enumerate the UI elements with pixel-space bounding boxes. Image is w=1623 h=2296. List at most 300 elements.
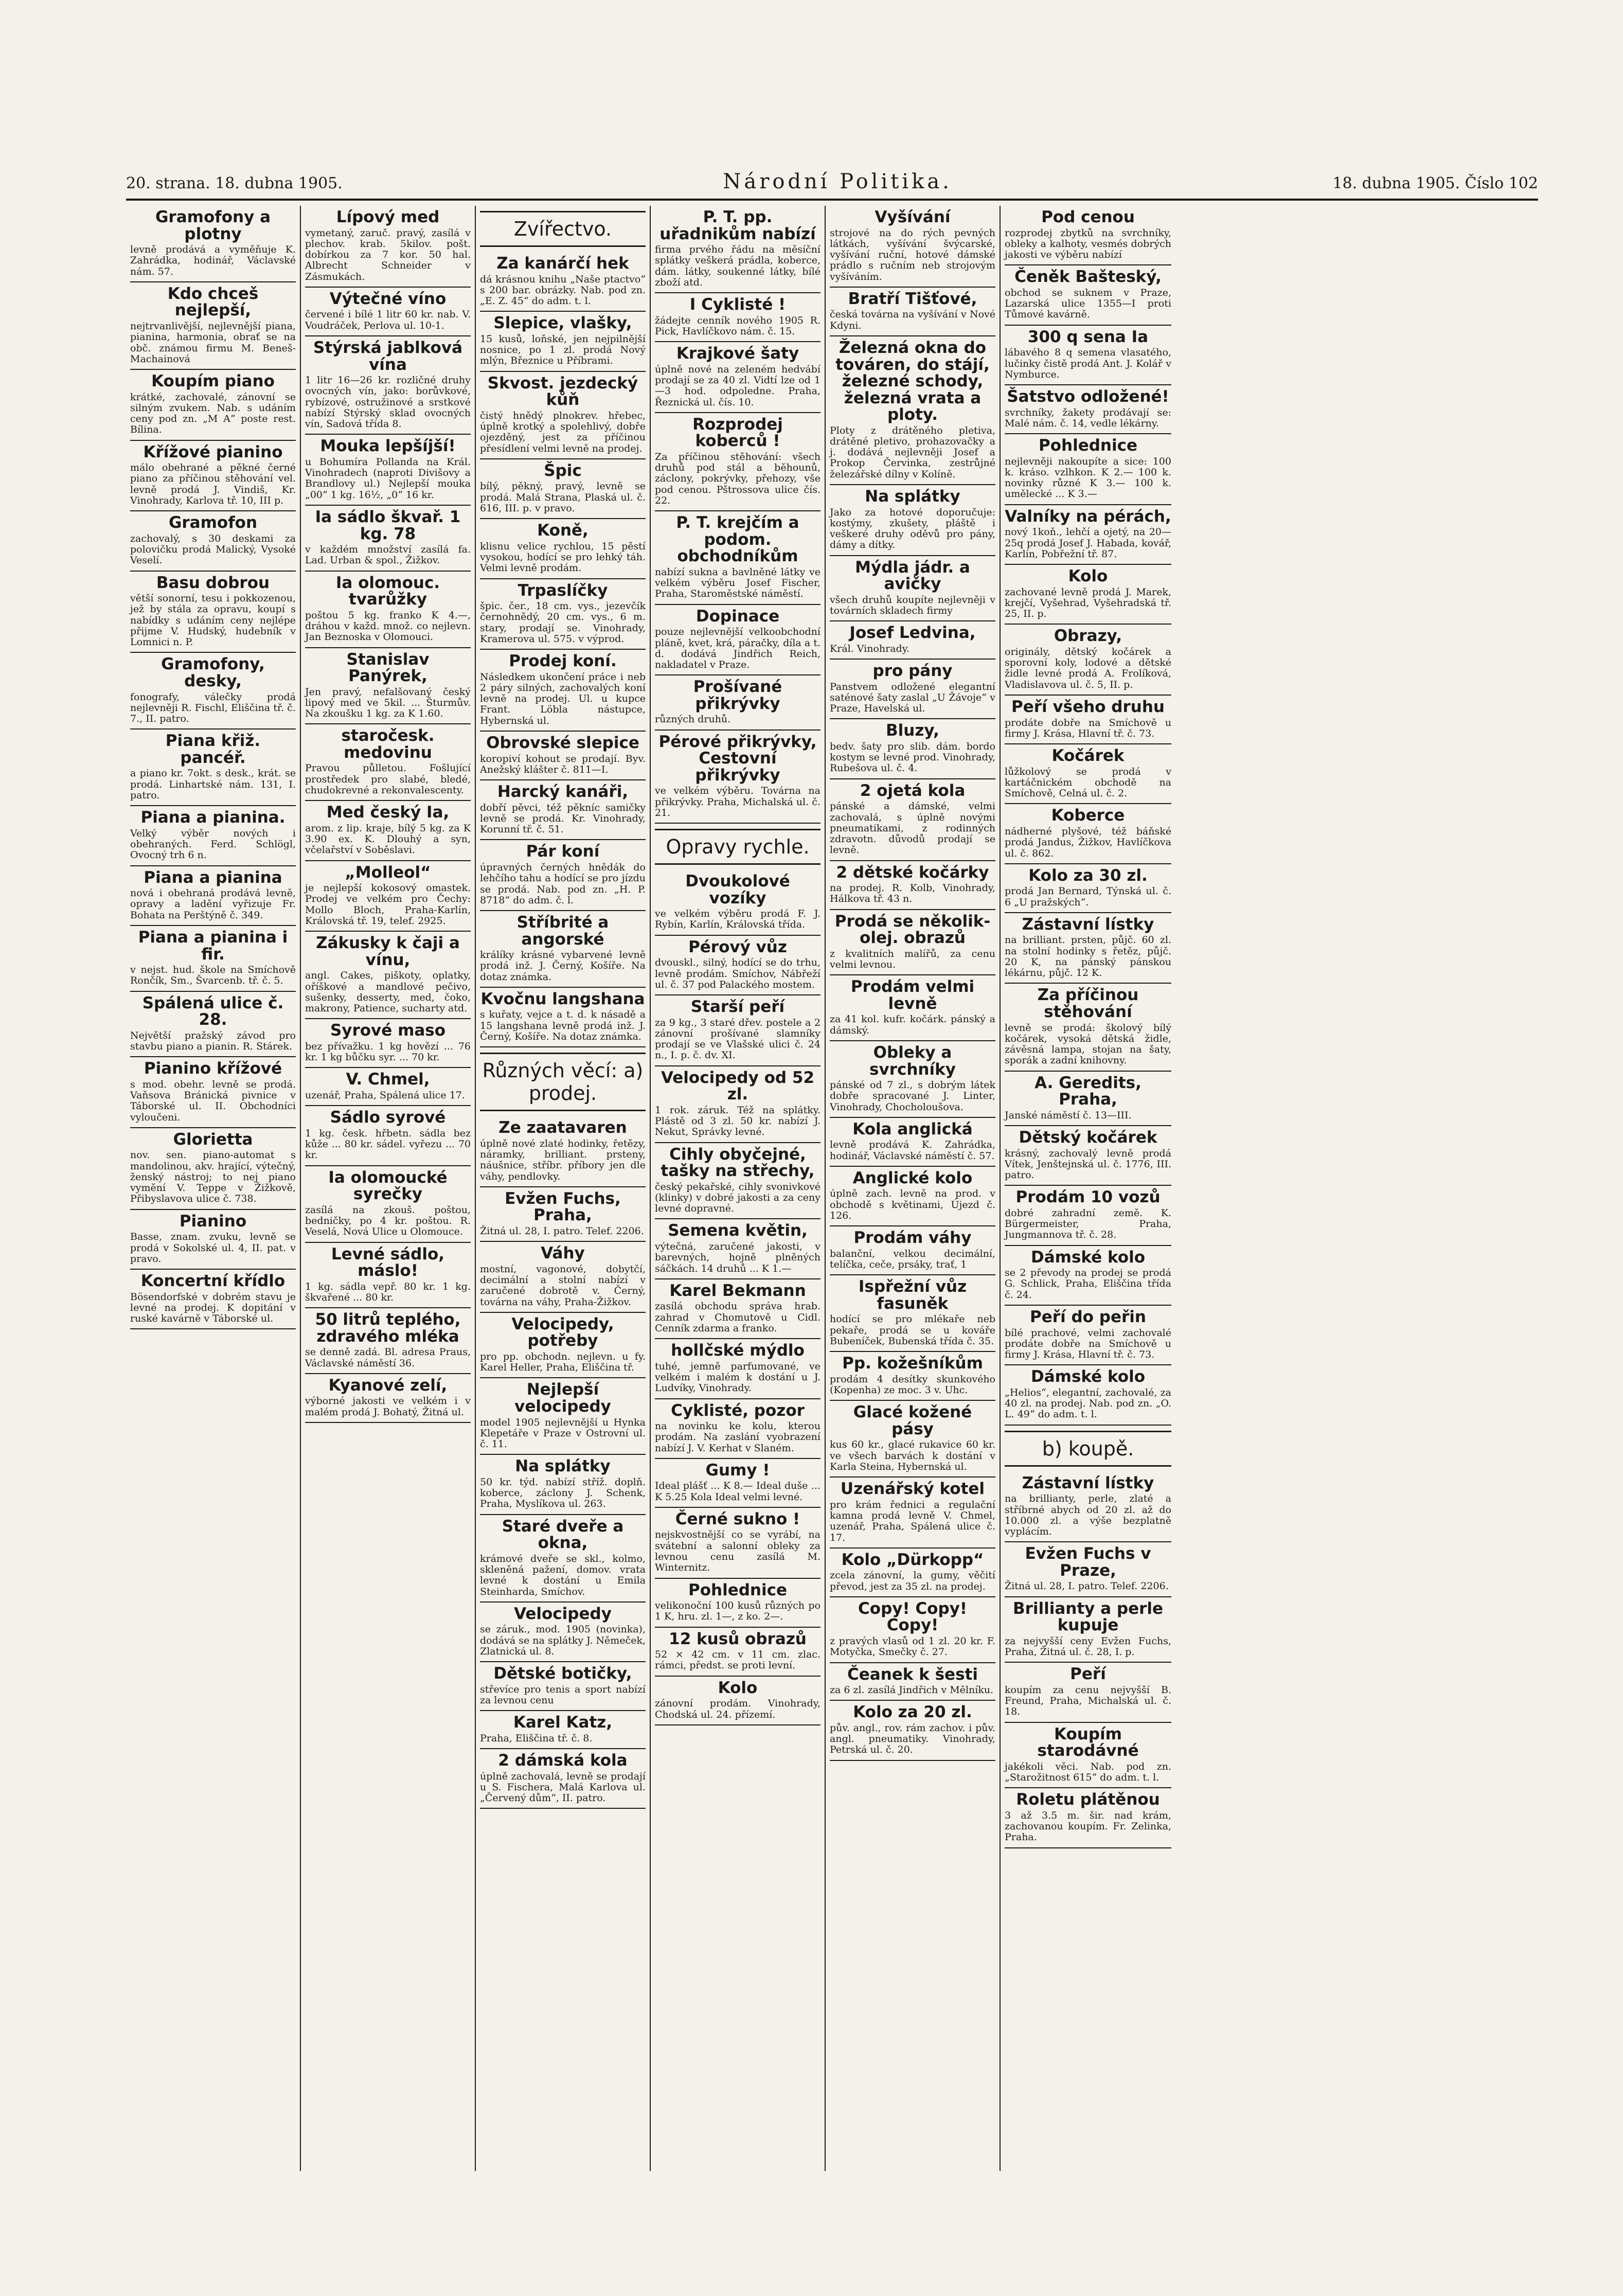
classified-ad	[130, 206, 296, 282]
classified-ad	[480, 1242, 646, 1313]
ad-text: na prodej. R. Kolb, Vinohrady, Hálkova tř. 43 n.	[830, 882, 995, 905]
classified-ad	[130, 1057, 296, 1128]
ad-text: Žitná ul. 28, I. patro. Telef. 2206.	[1005, 1580, 1169, 1592]
ad-title: Harcký kanáři,	[497, 782, 629, 802]
ad-text: velikonoční 100 kusů různých po 1 K, hru. zl. 1—, z ko. 2—.	[655, 1600, 821, 1623]
ad-text: vymetaný, zaruč. pravý, zasílá v plechov. krab. 5kilov. pošt. dobírkou za 7 kor. 50 hal. Albrecht Schneider v Zásmukách.	[305, 227, 471, 282]
classified-ad	[655, 995, 821, 1066]
ad-text: je nejlepší kokosový omastek. Prodej ve velkém pro Čechy: Mollo Bloch, Praha-Karlín, Královská tř. 19, telef. 2925.	[305, 882, 471, 927]
ad-text: různých druhů.	[655, 714, 731, 725]
ad-text: 1 rok. záruk. Též na splátky. Plástě od 3 zl. 50 kr. nabízí J. Nekut, Správky levné.	[655, 1104, 821, 1138]
classified-ad	[305, 1308, 471, 1374]
classified-ad	[655, 1508, 821, 1579]
classified-ad	[830, 288, 995, 336]
classified-ad	[655, 413, 821, 511]
ad-text: Jen pravý, nefalšovaný český lipový med ve 5kil. ... Šturmův. Na zkoušku 1 kg. za K 1.60.	[305, 686, 471, 720]
ad-text: prodá Jan Bernard, Týnská ul. č. 6 „U pražských“.	[1005, 885, 1171, 908]
classified-ad	[655, 870, 821, 936]
classified-ad	[305, 506, 471, 572]
ad-text: tuhé, jemně parfumované, ve velkém i malém k dostání u J. Ludvíky, Vinohrady.	[655, 1360, 821, 1394]
ad-text: Praha, Eliščina tř. č. 8.	[480, 1732, 593, 1744]
classified-ad	[480, 732, 646, 780]
ad-title: Na splátky	[865, 487, 960, 506]
ad-text: Král. Vinohrady.	[830, 643, 909, 654]
classified-ad	[830, 1118, 995, 1167]
ad-title: Piana a pianina i fir.	[138, 928, 288, 964]
ad-title: Kolo za 30 zl.	[1028, 866, 1148, 885]
classified-ad	[480, 579, 646, 650]
classified-ad	[830, 1352, 995, 1401]
classified-ad	[130, 370, 296, 441]
classified-ad	[830, 1167, 995, 1226]
ad-text: Pravou půlletou. Fošlující prostředek pro slabé, bledé, chudokrevné a rekonvalescenty.	[305, 762, 471, 796]
classified-ad	[830, 1401, 995, 1478]
ad-title: Ze zaatavaren	[498, 1118, 627, 1137]
classified-ad	[830, 1478, 995, 1549]
ad-text: Bösendorfské v dobrém stavu je levné na prodej. K dopitání v ruské kavárně v Táborské ul.	[130, 1291, 296, 1325]
classified-ad	[1005, 1542, 1171, 1597]
classified-ad	[830, 1275, 995, 1352]
ad-text: střevíce pro tenis a sport nabízí za levnou cenu	[480, 1683, 646, 1706]
classified-ad	[130, 572, 296, 653]
ad-text: rozprodej zbytků na svrchníky, obleky a kalhoty, vesmés dobrých jakosti ve výběru nabízí	[1005, 227, 1171, 261]
classified-ad	[1005, 1597, 1171, 1663]
ad-text: dobré zahradní země. K. Bürgermeister, Praha, Jungmannova tř. č. 28.	[1005, 1207, 1171, 1241]
ad-text: koupím za cenu nejvyšší B. Freund, Praha, Michalská ul. č. 18.	[1005, 1684, 1171, 1718]
ad-text: Největší pražský závod pro stavbu piano a pianin. R. Stárek.	[130, 1029, 296, 1052]
ad-text: jakékoli věci. Nab. pod zn. „Starožitnost 615“ do adm. t. l.	[1005, 1760, 1171, 1783]
ad-text: strojové na do rých pevných látkách, vyšívání švýcarské, vyšívání ruční, hotové dámské prádlo s ručním neb strojovým vyšíváním.	[830, 227, 995, 282]
ad-title: 300 q sena Ia	[1027, 327, 1149, 346]
classified-ad	[480, 1603, 646, 1662]
classified-ad	[480, 1749, 646, 1809]
ad-text: česká továrna na vyšívání v Nové Kdyni.	[830, 309, 995, 331]
ad-text: nejlevněji nakoupíte a sice: 100 k. kráso. vzlhkon. K 2.— 100 k. novinky různé K 3.— 100 k. umělecké ... K 3.—	[1005, 455, 1171, 500]
classified-ad	[130, 866, 296, 926]
ad-title: Pérové přikrývky, Cestovní přikrývky	[658, 732, 817, 785]
ad-title: pro pány	[872, 662, 953, 681]
classified-ad	[480, 840, 646, 911]
ad-title: Prodá se několik-olej. obrazů	[834, 912, 991, 948]
classified-ad	[1005, 1306, 1171, 1365]
ad-text: angl. Cakes, piškoty, oplatky, oříškové a mandlové pečivo, sušenky, desserty, med, čoko, makrony, Patience, sucharty atd.	[305, 970, 471, 1014]
ad-title: Gumy !	[705, 1461, 770, 1480]
classified-ad	[1005, 984, 1171, 1071]
ad-title: Kdo chceš nejlepší,	[167, 284, 259, 320]
classified-ad	[305, 801, 471, 861]
ad-text: úplně zachovalá, levně se prodají u S. Fischera, Malá Karlova ul. „Červený dům“, II. patro.	[480, 1770, 646, 1804]
ad-text: Jako za hotové doporučuje: kostýmy, zkušety, pláště i veškeré druhy oděvů pro pány, dámy a dítky.	[830, 506, 995, 551]
ad-text: čistý hnědý plnokrev. hřebec, úplně krotký a spolehlivý, dobře ojezděný, jest za příčinou přesídlení velmi levně na prodej.	[480, 410, 646, 454]
classified-ad	[480, 252, 646, 312]
ad-text: pánské od 7 zl., s dobrým látek dobře spracované J. Linter, Vinohrady, Chocholoušova.	[830, 1079, 995, 1113]
classified-ad	[1005, 913, 1171, 984]
classified-ad	[305, 1106, 471, 1166]
ad-text: větší sonorní, tesu i pokkozenou, jež by stála za opravu, koupí s nabídky s udáním ceny nejlépe přijme V. Hudský, hudebník v Lomnici n. P.	[130, 593, 296, 648]
classified-ad	[480, 650, 646, 732]
ad-title: Ia sádlo škvař. 1 kg. 78	[315, 507, 461, 543]
classified-ad	[655, 731, 821, 824]
classified-ad	[655, 675, 821, 730]
classified-ad	[655, 511, 821, 604]
classified-ad	[1005, 206, 1171, 265]
ad-title: Sádlo syrové	[330, 1108, 446, 1127]
classified-ad	[830, 485, 995, 556]
classified-ad	[655, 1399, 821, 1459]
ad-title: Glorietta	[173, 1130, 253, 1149]
ad-text: nádherné plyšové, též báňské prodá Jandus, Žižkov, Havlíčkova ul. č. 862.	[1005, 825, 1171, 859]
ad-title: Slepice, vlašky,	[493, 314, 632, 333]
ad-text: úplně nové na zeleném hedvábí prodají se za 40 zl. Vidtí lze od 1—3 hod. odpoledne. Praha, Řeznická ul. čís. 10.	[655, 363, 821, 408]
classified-ad	[655, 1143, 821, 1220]
ad-title: Anglické kolo	[852, 1168, 973, 1187]
classified-ad	[1005, 744, 1171, 804]
ad-text: žádejte cenník nového 1905 R. Pick, Havlíčkovo nám. č. 15.	[655, 314, 821, 337]
column-6	[1001, 206, 1175, 2171]
ad-title: Skvost. jezdecký kůň	[487, 373, 638, 410]
ad-text: prodám 4 desítky skunkového (Kopenha) ze moc. 3 v. Uhc.	[830, 1373, 995, 1396]
ad-title: Mýdla jádr. a avičky	[855, 558, 970, 594]
ad-text: zánovní prodám. Vinohrady, Chodská ul. 24. přízemí.	[655, 1698, 821, 1720]
column-5	[826, 206, 1001, 2171]
classified-ad	[305, 206, 471, 288]
classified-ad	[480, 1116, 646, 1187]
ad-title: Koberce	[1051, 806, 1125, 825]
ad-title: Kočárek	[1051, 746, 1125, 766]
ad-title: Prošívané přikrývky	[693, 678, 782, 713]
classified-ad	[130, 926, 296, 992]
ad-title: Trpaslíčky	[518, 581, 608, 600]
classified-ad	[305, 1374, 471, 1423]
ad-text: 1 kg. sádla vepř. 80 kr. 1 kg. škvařené ... 80 kr.	[305, 1280, 471, 1303]
classified-ad	[130, 806, 296, 866]
ad-text: kus 60 kr., glacé rukavice 60 kr. ve všech barvách k dostání v Karla Steina, Hybernská ul.	[830, 1439, 995, 1472]
classified-ad	[480, 988, 646, 1047]
ad-text: zasílá obchodu správa hrab. zahrad v Chomutově u Cidl. Cenník zdarma a franko.	[655, 1301, 821, 1334]
classified-ad	[655, 1066, 821, 1143]
ad-text: arom. z lip. kraje, bílý 5 kg. za K 3.90 ex. K. Dlouhý a syn, včelařství v Soběslavi.	[305, 822, 471, 856]
ad-title: Semena květin,	[668, 1221, 808, 1240]
ad-title: Pod cenou	[1041, 208, 1135, 226]
classified-ad	[305, 724, 471, 801]
ad-title: V. Chmel,	[346, 1070, 430, 1089]
classified-ad	[1005, 864, 1171, 913]
classified-ad	[480, 1455, 646, 1515]
ad-title: Bluzy,	[886, 721, 939, 740]
ad-title: Křížové pianino	[143, 442, 283, 461]
ad-title: Koncertní křídlo	[140, 1272, 286, 1291]
ad-title: Dvoukolové vozíky	[685, 872, 790, 907]
ad-text: bez přívažku. 1 kg hovězí ... 76 kr. 1 kg bůčku syr. ... 70 kr.	[305, 1040, 471, 1063]
ad-title: Copy! Copy! Copy!	[858, 1599, 967, 1635]
ad-text: za nejvyšší ceny Evžen Fuchs, Praha, Žitná ul. č. 28, I. p.	[1005, 1635, 1171, 1658]
ad-text: pánské a dámské, velmi zachovalá, s úplně novými pneumatikami, z rodinných zdravotn. důvodů prodají se levně.	[830, 800, 995, 856]
ad-title: Čeanek k šesti	[847, 1665, 978, 1684]
ad-title: Obleky a svrchníky	[869, 1043, 956, 1079]
ad-text: nový 1koň., lehčí a ojetý, na 20—25q prodá Josef J. Habada, kovář, Karlín, Pobřežní tř. 87.	[1005, 526, 1171, 560]
ad-text: ve velkém výběru prodá F. J. Rybín, Karlín, Královská třída.	[655, 908, 821, 931]
ad-title: Mouka lepšíjší!	[320, 437, 456, 456]
ad-title: Kolo	[718, 1678, 758, 1697]
classified-ad	[1005, 1723, 1171, 1789]
ad-title: Čeněk Bašteský,	[1014, 268, 1162, 287]
ad-text: nabízí sukna a bavlněné látky ve velkém výběru Josef Fischer, Praha, Staroměstské náměstí.	[655, 566, 821, 600]
classified-ad	[830, 719, 995, 779]
ad-title: Roletu plátěnou	[1016, 1790, 1160, 1809]
classified-ad	[305, 648, 471, 725]
ad-title: Med český Ia,	[326, 803, 450, 822]
ad-text: 3 až 3.5 m. šir. nad krám, zachovanou koupím. Fr. Zelinka, Praha.	[1005, 1809, 1171, 1843]
ad-title: Kolo „Dürkopp“	[841, 1550, 984, 1569]
ad-text: dvouskl., silný, hodící se do trhu, levně prodám. Smíchov, Nábřeží ul. č. 37 pod Palackého mostem.	[655, 957, 821, 990]
ad-title: Stříbrité a angorské	[516, 913, 609, 949]
classified-ad	[305, 336, 471, 435]
ad-title: Syrové maso	[330, 1021, 446, 1040]
ad-title: Piana a pianina.	[140, 808, 286, 827]
ad-text: svrchníky, žakety prodávají se: Malé nám. č. 14, vedle lékárny.	[1005, 406, 1171, 429]
ad-title: Koně,	[537, 521, 588, 540]
ad-title: Piana a pianina	[144, 868, 282, 887]
classified-ad	[130, 282, 296, 370]
ad-text: levně prodává a vyměňuje K. Zahrádka, hodinář, Václavské nám. 57.	[130, 244, 296, 277]
ad-text: se denně zadá. Bl. adresa Praus, Václavské náměstí 36.	[305, 1346, 471, 1369]
ad-text: zachované levně prodá J. Marek, krejčí, Vyšehrad, Vyšehradská tř. 25, II. p.	[1005, 586, 1171, 620]
ad-title: Rozprodej koberců !	[692, 415, 783, 451]
ad-title: Za kanárčí hek	[496, 254, 629, 273]
classified-ad	[830, 621, 995, 660]
classified-ad	[830, 336, 995, 485]
ad-title: Uzenářský kotel	[840, 1480, 985, 1499]
classified-ad	[655, 1677, 821, 1725]
ad-title: Spálená ulice č. 28.	[142, 993, 284, 1029]
classified-ad	[830, 1701, 995, 1760]
classified-ad	[305, 288, 471, 336]
ad-title: Prodám velmi levně	[850, 977, 975, 1013]
column-2	[301, 206, 476, 2171]
classified-ad	[1005, 1072, 1171, 1126]
ad-text: Následkem ukončení práce i neb 2 páry silných, zachovalých koní levně na prodej. Ul. u kupce Frant. Löbla nástupce, Hybernská ul.	[480, 671, 646, 726]
ad-text: všech druhů koupíte nejlevněji v továrních skladech firmy	[830, 594, 995, 616]
classified-ad	[1005, 265, 1171, 325]
ad-text: 1 litr 16—26 kr. rozličné druhy ovocných vín, jako: borůvkové, rybízové, ostružinové a srstkové nabízí Stýrský sklad ovocných vín, Sadová třída 8.	[305, 375, 471, 430]
ad-text: Velký výběr nových i obehraných. Ferd. Schlögl, Ovocný trh 6 n.	[130, 827, 296, 861]
ad-text: český pekařské, cihly svonivkové (klinky) v dobré jakosti a za ceny levné dopravné.	[655, 1181, 821, 1215]
ad-text: s kuřaty, vejce a t. d. k násadě a 15 langshana levně prodá inž. J. Černý, Košíře. Na dotaz známka.	[480, 1009, 646, 1043]
ad-text: u Bohumíra Pollanda na Král. Vinohradech (naproti Divišovy a Brandlovy ul.) Nejlepší mouka „00“ 1 kg. 16½, „0“ 16 kr.	[305, 456, 471, 501]
classified-ad	[830, 206, 995, 288]
classified-ad	[130, 511, 296, 571]
ad-text: málo obehrané a pěkné černé piano za příčinou stěhování vel. levně prodá J. Vindiš, Kr. Vinohrady, Karlova tř. 10, III p.	[130, 462, 296, 506]
classified-ad	[655, 936, 821, 995]
ad-title: Evžen Fuchs v Praze,	[1025, 1544, 1151, 1580]
ad-title: Ia olomoucké syrečky	[328, 1168, 448, 1204]
ad-title: Cihly obyčejné, tašky na střechy,	[661, 1145, 815, 1181]
ad-text: krámové dveře se skl., kolmo, skleněná pažení, domov. vrata levné k dostání u Emila Steinharda, Smíchov.	[480, 1553, 646, 1597]
ad-text: lůžkolový se prodá v kartáčnickém obchodě na Smíchově, Celná ul. č. 2.	[1005, 766, 1171, 799]
ad-title: Za příčinou stěhování	[1037, 986, 1139, 1022]
classified-ad	[130, 653, 296, 729]
ad-title: Bratří Tišťové,	[848, 289, 977, 308]
classified-ad	[655, 1579, 821, 1628]
ad-text: na brilliant. prsten, půjč. 60 zl. na stolní hodinky s řetěz, půjč. 20 K, na pánský pánskou lékárnu, půjč. 12 K.	[1005, 934, 1171, 979]
classified-ad	[655, 605, 821, 676]
classified-ad	[655, 1219, 821, 1279]
classified-ad	[130, 1210, 296, 1270]
classified-ad	[1005, 1472, 1171, 1543]
ad-text: obchod se suknem v Praze, Lazarská ulice 1355—I proti Tůmové kavárně.	[1005, 287, 1171, 321]
ad-text: za 41 kol. kufr. kočárk. pánský a dámský.	[830, 1013, 995, 1036]
classified-ad	[480, 1187, 646, 1242]
ad-title: Koupím starodávné	[1037, 1724, 1139, 1760]
ad-title: Prodám váhy	[853, 1229, 972, 1248]
ad-title: Gramofony a plotny	[155, 208, 271, 243]
ad-text: „Helios“, elegantní, zachovalé, za 40 zl. na prodej. Nab. pod zn. „O. L. 49“ do adm. t. l.	[1005, 1386, 1171, 1420]
ad-text: dobří pěvci, též pěkníc samičky levně se prodá. Kr. Vinohrady, Korunní tř. č. 51.	[480, 802, 646, 835]
ad-text: výborné jakosti ve velkém i v malém prodá J. Bohatý, Žitná ul.	[305, 1395, 471, 1418]
ad-text: mostní, vagonové, dobytčí, decimální a stolní nabízí v zaručené dobrotě v. Černý, továrna na váhy, Praha-Žižkov.	[480, 1263, 646, 1308]
ad-title: Zástavní lístky	[1022, 915, 1154, 934]
ad-title: 2 ojetá kola	[860, 781, 966, 800]
classified-ad	[130, 992, 296, 1058]
ad-title: Kyanové zelí,	[328, 1376, 448, 1395]
ad-text: v každém množství zasílá fa. Lad. Urban & spol., Žižkov.	[305, 544, 471, 566]
classified-ad	[480, 1378, 646, 1455]
classified-ad	[305, 572, 471, 648]
ad-title: Pp. kožešníkům	[842, 1354, 983, 1373]
ad-title: Železná okna do továren, do stájí, železné schody, železná vrata a ploty.	[835, 338, 990, 424]
ad-title: 2 dámská kola	[498, 1751, 628, 1770]
ad-text: klisnu velice rychlou, 15 pěstí vysokou, hodící se pro lehký táh. Velmi levně prodám.	[480, 540, 646, 574]
ad-title: Kolo	[1068, 567, 1108, 586]
classified-ad	[655, 1459, 821, 1508]
classified-ad	[830, 1663, 995, 1701]
ad-title: Obrazy,	[1054, 627, 1122, 646]
classified-ad	[830, 1597, 995, 1663]
ad-title: Gramofon	[168, 513, 258, 532]
classified-ad	[1005, 505, 1171, 565]
ad-title: Výtečné víno	[329, 289, 447, 308]
ad-title: Velocipedy od 52 zl.	[661, 1068, 815, 1104]
classified-ad	[1005, 565, 1171, 625]
ad-title: Dámské kolo	[1030, 1367, 1145, 1386]
classified-ad	[480, 911, 646, 988]
ad-title: hollčské mýdlo	[671, 1341, 805, 1360]
classified-ad	[130, 441, 296, 512]
ad-title: Prodám 10 vozů	[1015, 1188, 1161, 1207]
ad-title: 12 kusů obrazů	[669, 1629, 807, 1648]
section-heading: b) koupě.	[1005, 1431, 1171, 1467]
page-header	[126, 170, 1538, 201]
ad-text: 15 kusů, loňské, jen nejpilnější nosnice, po 1 zl. prodá Nový mlýn, Březnice u Příbrami.	[480, 333, 646, 367]
ad-text: bedv. šaty pro slib. dám. bordo kostym se levné prod. Vinohrady, Rubešova ul. č. 4.	[830, 740, 995, 774]
ad-text: bílý, pěkný, pravý, levně se prodá. Malá Strana, Plaská ul. č. 616, III. p. v pravo.	[480, 480, 646, 514]
ad-title: Stanislav Panýrek,	[346, 650, 430, 686]
classified-ad	[130, 729, 296, 806]
ad-title: Zákusky k čaji a vínu,	[316, 934, 460, 969]
ad-title: P. T. pp. uřadnikům nabízí	[659, 208, 816, 243]
ad-text: Janské náměstí č. 13—III.	[1005, 1109, 1132, 1121]
ad-text: se 2 převody na prodej se prodá G. Schlick, Praha, Eliščina třída č. 24.	[1005, 1267, 1171, 1301]
ad-text: nov. sen. piano-automat s mandolinou, akv. hrající, výtečný, ženský nástroj; to nej piano vymění V. Teppe v Žižkově, Přibyslavova ulice č. 738.	[130, 1149, 296, 1205]
classified-ad	[830, 1226, 995, 1275]
ad-title: Zástavní lístky	[1022, 1473, 1154, 1492]
ad-title: Cyklisté, pozor	[671, 1401, 805, 1420]
ad-title: Staré dveře a okna,	[502, 1517, 624, 1553]
ad-text: za 9 kg., 3 staré dřev. postele a 2 zánovní prošívané slamníky prodají se ve Vlašské ulici č. 24 n., I. p. č. dv. XI.	[655, 1017, 821, 1061]
ad-title: Pianino křížové	[144, 1059, 282, 1078]
ad-title: Brillianty a perle kupuje	[1012, 1599, 1164, 1635]
classified-ad	[1005, 1788, 1171, 1848]
ad-text: Ploty z drátěného pletiva, drátěné pletivo, prohazovačky a j. dodává nejlevněji Josef a Prokop Červinka, zestrůjné železářské dílny v Kolíně.	[830, 424, 995, 480]
classified-ad	[1005, 804, 1171, 864]
section-heading: Opravy rychle.	[655, 829, 821, 865]
ad-title: Starší peří	[690, 998, 785, 1017]
section-heading: Zvířectvo.	[480, 211, 646, 247]
ad-text: úpravných černých hnědák do lehčího tahu a hodící se pro jízdu se prodá. Nab. pod zn. „H. P. 8718“ do adm. č. l.	[480, 861, 646, 906]
classified-ad	[1005, 1126, 1171, 1186]
ad-text: hodící se pro mlékaře neb pekaře, prodá se u kováře Bubeníček, Bubenská třída č. 35.	[830, 1313, 995, 1347]
ad-title: Stýrská jablková vína	[313, 338, 462, 374]
ad-title: Evžen Fuchs, Praha,	[505, 1189, 621, 1225]
ad-text: s mod. obehr. levně se prodá. Vaňsova Bránická pivnice v Táborské ul. II. Obchodníci vyloučeni.	[130, 1078, 296, 1123]
ad-text: zcela zánovní, la gumy, věčití převod, jest za 35 zl. na prodej.	[830, 1570, 995, 1592]
ad-text: krátké, zachovalé, zánovní se silným zvukem. Nab. s udáním ceny pod zn. „M A“ poste rest. Bílina.	[130, 391, 296, 436]
ad-text: 52 × 42 cm. v 11 cm. zlac. rámci, předst. se proti levní.	[655, 1649, 821, 1671]
header-left: 20. strana. 18. dubna 1905.	[126, 174, 343, 192]
masthead-title: Národní Politika.	[723, 170, 952, 193]
ad-title: Josef Ledvina,	[849, 624, 976, 643]
ad-text: bílé prachové, velmi zachovalé prodáte dobře na Smíchově u firmy J. Krása, Hlavní tř. č. 73.	[1005, 1327, 1171, 1361]
ad-text: originály, dětský kočárek a sporovní koly, lodové a dětské židle levné prodá A. Frolíková, Vladislavova ul. č. 5, II. p.	[1005, 646, 1171, 690]
ad-title: Dámské kolo	[1030, 1248, 1145, 1267]
ad-title: Pár koní	[526, 842, 600, 861]
ad-title: 50 litrů teplého, zdravého mléka	[315, 1310, 461, 1346]
classified-ad	[655, 293, 821, 342]
ad-title: Lípový med	[336, 208, 440, 226]
ad-title: P. T. krejčím a podom. obchodníkům	[676, 513, 799, 566]
classified-ad	[830, 910, 995, 976]
ad-text: 1 kg. česk. hřbetn. sádla bez kůže ... 80 kr. sádel. vyřezu ... 70 kr.	[305, 1127, 471, 1161]
classified-ad	[1005, 1663, 1171, 1722]
ad-text: z pravých vlasů od 1 zl. 20 kr. F. Motyčka, Smečky č. 27.	[830, 1635, 995, 1658]
ad-text: dá krásnou knihu „Naše ptactvo“ s 200 bar. obrázky. Nab. pod zn. „E. Z. 45“ do adm. t. l.	[480, 273, 646, 307]
classified-ad	[1005, 385, 1171, 434]
ad-text: prodáte dobře na Smíchově u firmy J. Krása, Hlavní tř. č. 73.	[1005, 717, 1171, 739]
ad-text: úplně nové zlaté hodinky, řetězy, náramky, brilliant. prsteny, náušnice, stříbr. příbory jen dle váhy, pendlovky.	[480, 1137, 646, 1182]
ad-text: Žitná ul. 28, I. patro. Telef. 2206.	[480, 1225, 644, 1237]
classified-ad	[830, 1041, 995, 1118]
header-right: 18. dubna 1905. Číslo 102	[1332, 174, 1538, 192]
ad-text: na novinku ke kolu, kterou prodám. Na zaslání vyobrazení nabízí J. V. Kerhat v Slaném.	[655, 1420, 821, 1454]
ad-title: Váhy	[541, 1244, 585, 1263]
classified-ad	[1005, 1246, 1171, 1306]
classified-ad	[130, 1128, 296, 1210]
ad-text: uzenář, Praha, Spálená ulice 17.	[305, 1090, 465, 1101]
ad-title: 2 dětské kočárky	[836, 863, 989, 882]
classified-ad	[1005, 434, 1171, 505]
ad-title: Pérový vůz	[688, 937, 787, 956]
classified-ad	[1005, 1365, 1171, 1425]
classified-ad	[655, 1628, 821, 1677]
ad-columns	[126, 206, 1538, 2171]
ad-text: Ideal plášť ... K 8.— Ideal duše ... K 5.25 Kola Ideal velmi levné.	[655, 1480, 821, 1503]
newspaper-page	[126, 170, 1538, 2176]
ad-title: Basu dobrou	[156, 573, 270, 592]
ad-text: z kvalitních malířů, za cenu velmi levnou.	[830, 948, 995, 971]
ad-title: Kvočnu langshana	[480, 989, 645, 1008]
classified-ad	[305, 435, 471, 506]
classified-ad	[1005, 1186, 1171, 1245]
